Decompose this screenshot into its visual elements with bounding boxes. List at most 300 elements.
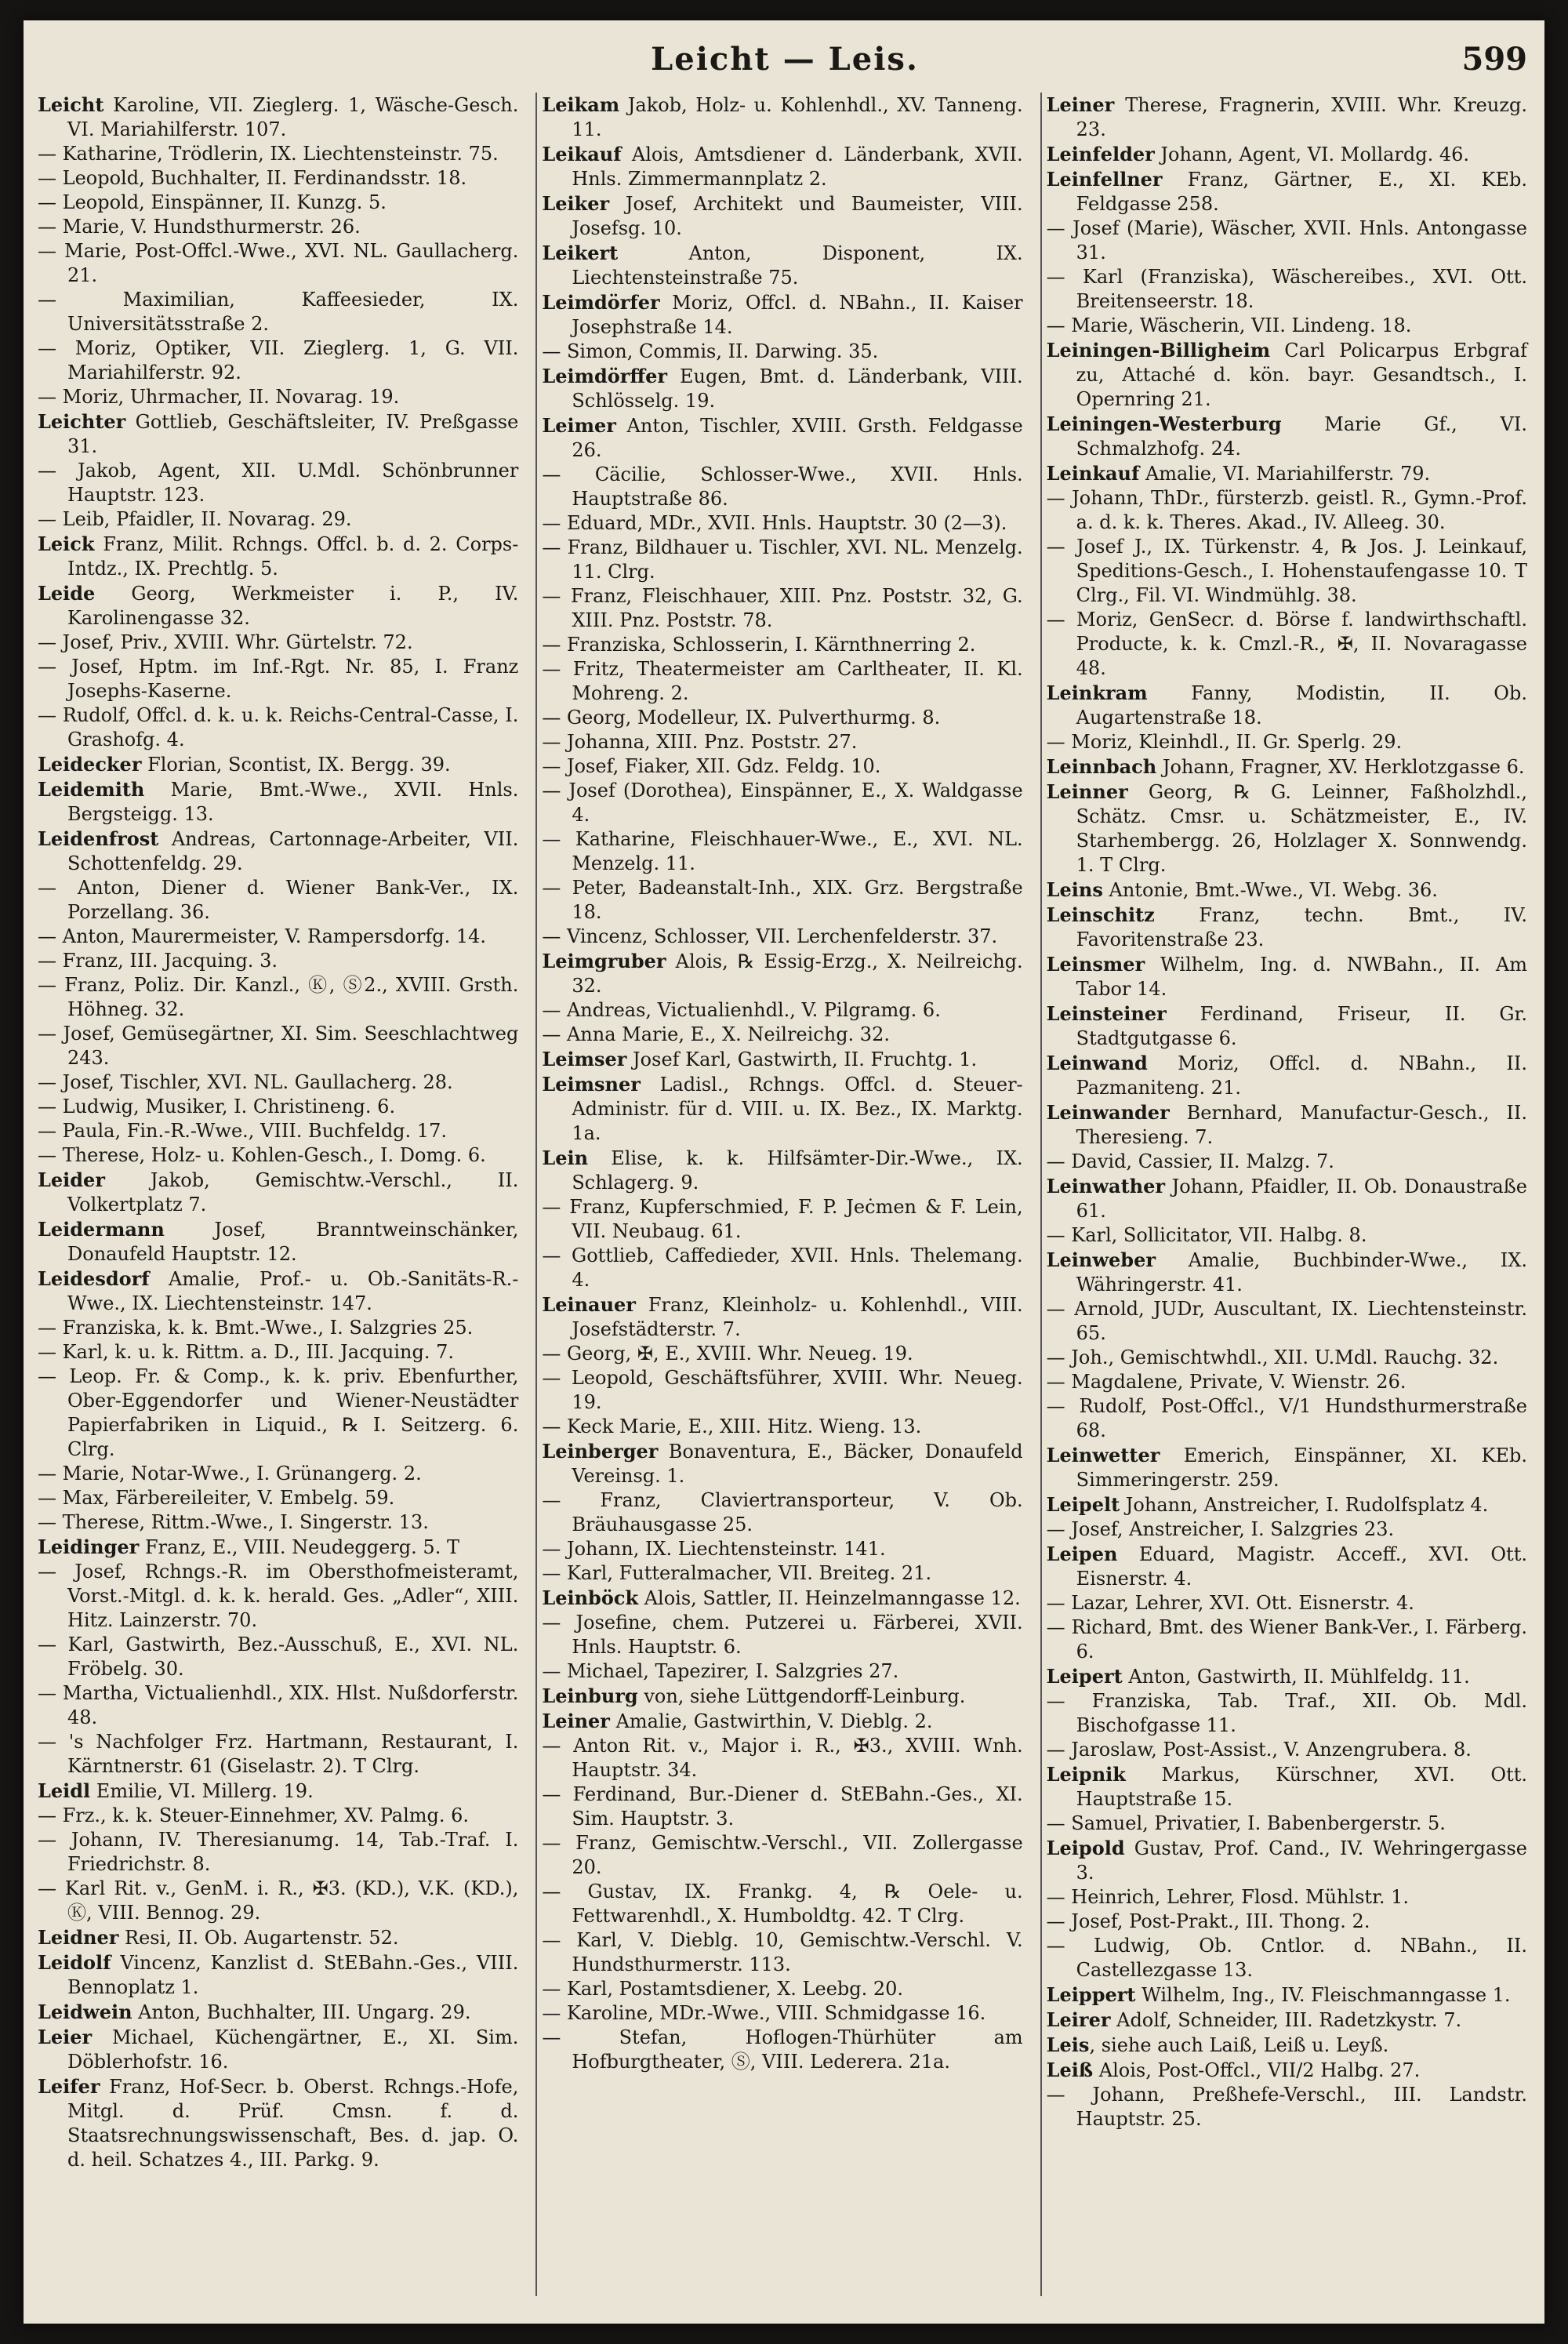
- entry-text: — Marie, Notar-Wwe., I. Grünangerg. 2.: [38, 1463, 422, 1485]
- entry-text: Georg, ℞ G. Leinner, Faßholzhdl., Schätz. Cmsr. u. Schätzmeister, E., IV. Starhembergg. 26, Holzlager X. Sonnwendg. 1. T Clrg.: [1076, 781, 1527, 876]
- entry-surname: Leiningen-Billigheim: [1046, 339, 1271, 362]
- entry-text: Alois, Sattler, II. Heinzelmanngasse 12.: [638, 1587, 1021, 1609]
- directory-entry: [1047, 1174, 1527, 1223]
- entry-text: — Therese, Holz- u. Kohlen-Gesch., I. Domg. 6.: [38, 1144, 486, 1166]
- directory-entry: [1047, 412, 1527, 461]
- entry-text: — Lazar, Lehrer, XVI. Ott. Eisnerstr. 4.: [1046, 1592, 1414, 1614]
- entry-text: Moriz, Offcl. d. NBahn., II. Pazmaniteng. 21.: [1076, 1052, 1527, 1099]
- entry-text: — Moriz, Uhrmacher, II. Novarag. 19.: [38, 386, 400, 408]
- entry-text: — Karl Rit. v., GenM. i. R., ✠3. (KD.), V.K. (KD.), Ⓚ, VIII. Bennog. 29.: [38, 1877, 519, 1924]
- entry-text: — Vincenz, Schlosser, VII. Lerchenfelderstr. 37.: [542, 925, 998, 947]
- entry-text: — Maximilian, Kaffeesieder, IX. Universitätsstraße 2.: [38, 289, 519, 335]
- entry-text: — Franz, Claviertransporteur, V. Ob. Bräuhausgasse 25.: [542, 1489, 1023, 1535]
- directory-entry: [38, 1828, 518, 1877]
- directory-entry: [542, 511, 1022, 536]
- entry-text: — Anton, Diener d. Wiener Bank-Ver., IX. Porzellang. 36.: [38, 877, 519, 923]
- entry-surname: Leick: [38, 532, 95, 555]
- directory-entry: [38, 973, 518, 1022]
- directory-entry: [542, 1659, 1022, 1684]
- entry-surname: Leiningen-Westerburg: [1046, 412, 1282, 435]
- entry-text: — Samuel, Privatier, I. Babenbergerstr. 5.: [1046, 1812, 1446, 1834]
- entry-text: Gottlieb, Geschäftsleiter, IV. Preßgasse 31.: [67, 411, 519, 457]
- entry-text: Florian, Scontist, IX. Bergg. 39.: [141, 754, 451, 776]
- entry-text: — Max, Färbereileiter, V. Embelg. 59.: [38, 1487, 395, 1509]
- entry-text: Vincenz, Kanzlist d. StEBahn.-Ges., VIII. Bennoplatz 1.: [67, 1952, 519, 1998]
- directory-entry: [38, 191, 518, 215]
- entry-surname: Leidecker: [38, 753, 142, 776]
- directory-entry: [542, 827, 1022, 876]
- entry-text: Johann, Anstreicher, I. Rudolfsplatz 4.: [1120, 1494, 1489, 1516]
- directory-entry: [1047, 93, 1527, 142]
- directory-entry: [1047, 1615, 1527, 1664]
- entry-surname: Leidner: [38, 1926, 119, 1949]
- directory-entry: [38, 2000, 518, 2025]
- column-1: [38, 93, 523, 2296]
- entry-text: Franz, Hof-Secr. b. Oberst. Rchngs.-Hofe, Mitgl. d. Prüf. Cmsn. f. d. Staatsrechnungswissenschaft, Bes. d. jap. O. d. heil. Schatzes 4., III. Parkg. 9.: [67, 2076, 519, 2171]
- directory-entry: [1047, 338, 1527, 412]
- directory-entry: [542, 1880, 1022, 1928]
- entry-text: Josef, Branntweinschänker, Donaufeld Hauptstr. 12.: [67, 1219, 519, 1265]
- directory-entry: [1047, 1370, 1527, 1394]
- directory-entry: [38, 581, 518, 631]
- column-3: [1040, 93, 1532, 2296]
- entry-text: Emerich, Einspänner, XI. KEb. Simmeringerstr. 259.: [1076, 1445, 1527, 1491]
- directory-entry: [38, 459, 518, 507]
- entry-surname: Leinwather: [1046, 1175, 1166, 1197]
- directory-entry: [1047, 1934, 1527, 1982]
- entry-text: Eduard, Magistr. Acceff., XVI. Ott. Eisnerstr. 4.: [1076, 1543, 1527, 1590]
- entry-surname: Leider: [38, 1168, 105, 1191]
- entry-surname: Leikam: [542, 93, 620, 116]
- directory-entry: [542, 536, 1022, 584]
- entry-text: — Franz, Bildhauer u. Tischler, XVI. NL. Menzelg. 11. Clrg.: [542, 536, 1023, 583]
- entry-surname: Leinnbach: [1046, 755, 1157, 778]
- directory-entry: [1047, 461, 1527, 486]
- entry-surname: Leirer: [1046, 2008, 1111, 2031]
- directory-entry: [38, 1779, 518, 1804]
- entry-text: Amalie, Prof.- u. Ob.-Sanitäts-R.-Wwe., IX. Liechtensteinstr. 147.: [67, 1268, 519, 1314]
- entry-text: — Richard, Bmt. des Wiener Bank-Ver., I. Färberg. 6.: [1046, 1616, 1527, 1663]
- directory-entry: [542, 191, 1022, 241]
- directory-entry: [1047, 1689, 1527, 1738]
- entry-text: — Rudolf, Offcl. d. k. u. k. Reichs-Central-Casse, I. Grashofg. 4.: [38, 704, 519, 750]
- entry-text: — Karl, Sollicitator, VII. Halbg. 8.: [1046, 1224, 1367, 1246]
- directory-entry: [542, 1734, 1022, 1783]
- directory-entry: [542, 949, 1022, 998]
- entry-text: — Franz, III. Jacquing. 3.: [38, 950, 278, 972]
- entry-text: — Josef, Tischler, XVI. NL. Gaullacherg. 28.: [38, 1071, 453, 1093]
- entry-text: — Peter, Badeanstalt-Inh., XIX. Grz. Bergstraße 18.: [542, 877, 1023, 923]
- entry-surname: Leinsmer: [1046, 953, 1145, 976]
- entry-surname: Leipert: [1046, 1665, 1123, 1688]
- directory-entry: [38, 1217, 518, 1266]
- entry-text: Amalie, VI. Mariahilferstr. 79.: [1139, 463, 1431, 485]
- entry-text: Alois, Amtsdiener d. Länderbank, XVII. Hnls. Zimmermannplatz 2.: [572, 144, 1023, 190]
- entry-surname: Leinberger: [542, 1440, 659, 1463]
- entry-text: Wilhelm, Ing., IV. Fleischmanngasse 1.: [1135, 1984, 1511, 2006]
- directory-entry: [1047, 1738, 1527, 1762]
- directory-entry: [1047, 1100, 1527, 1150]
- entry-text: — Anna Marie, E., X. Neilreichg. 32.: [542, 1023, 890, 1045]
- directory-entry: [1047, 1664, 1527, 1689]
- directory-entry: [38, 1316, 518, 1340]
- entry-text: Franz, Milit. Rchngs. Offcl. b. d. 2. Corps-Intdz., IX. Prechtlg. 5.: [67, 533, 519, 580]
- entry-text: , siehe auch Laiß, Leiß u. Leyß.: [1089, 2034, 1389, 2056]
- entry-text: Wilhelm, Ing. d. NWBahn., II. Am Tabor 14.: [1076, 954, 1527, 1000]
- directory-entry: [38, 1730, 518, 1779]
- directory-entry: [38, 1950, 518, 2000]
- entry-text: Anton, Buchhalter, III. Ungarg. 29.: [132, 2001, 471, 2023]
- directory-entry: [38, 1119, 518, 1143]
- entry-text: — Ludwig, Musiker, I. Christineng. 6.: [38, 1096, 396, 1117]
- entry-surname: Leiker: [542, 192, 610, 215]
- directory-entry: [1047, 780, 1527, 878]
- directory-entry: [38, 142, 518, 166]
- directory-entry: [1047, 730, 1527, 754]
- entry-text: — Josefine, chem. Putzerei u. Färberei, XVII. Hnls. Hauptstr. 6.: [542, 1612, 1023, 1658]
- directory-entry: [542, 2001, 1022, 2026]
- entry-surname: Leinböck: [542, 1586, 639, 1609]
- entry-text: Antonie, Bmt.-Wwe., VI. Webg. 36.: [1102, 879, 1438, 901]
- directory-entry: [542, 1439, 1022, 1488]
- directory-entry: [1047, 903, 1527, 952]
- directory-entry: [542, 1709, 1022, 1734]
- directory-entry: [38, 1877, 518, 1925]
- directory-entry: [38, 1340, 518, 1365]
- directory-entry: [1047, 1517, 1527, 1542]
- directory-entry: [38, 1168, 518, 1217]
- entry-text: Anton, Gastwirth, II. Mühlfeldg. 11.: [1122, 1666, 1470, 1688]
- entry-text: — Joh., Gemischtwhdl., XII. U.Mdl. Rauchg. 32.: [1046, 1346, 1499, 1368]
- entry-text: — Karl, Gastwirth, Bez.-Ausschuß, E., XVI. NL. Fröbelg. 30.: [38, 1634, 519, 1680]
- entry-text: Elise, k. k. Hilfsämter-Dir.-Wwe., IX. Schlagerg. 9.: [572, 1147, 1023, 1194]
- entry-text: Karoline, VII. Zieglerg. 1, Wäsche-Gesch. VI. Mariahilferstr. 107.: [67, 94, 519, 140]
- directory-entry: [542, 633, 1022, 657]
- entry-text: — Moriz, Kleinhdl., II. Gr. Sperlg. 29.: [1046, 731, 1403, 753]
- directory-entry: [1047, 608, 1527, 681]
- entry-text: Ladisl., Rchngs. Offcl. d. Steuer-Administr. für d. VIII. u. IX. Bez., IX. Marktg. 1a.: [572, 1074, 1023, 1144]
- entry-text: — Anton Rit. v., Major i. R., ✠3., XVIII. Wnh. Hauptstr. 34.: [542, 1735, 1023, 1781]
- directory-entry: [542, 706, 1022, 730]
- directory-entry: [38, 1510, 518, 1535]
- directory-entry: [1047, 1492, 1527, 1517]
- entry-text: — Josef, Post-Prakt., III. Thong. 2.: [1046, 1910, 1370, 1932]
- entry-text: Alois, ℞ Essig-Erzg., X. Neilreichg. 32.: [572, 950, 1023, 997]
- entry-text: — Martha, Victualienhdl., XIX. Hlst. Nußdorferstr. 48.: [38, 1682, 519, 1728]
- entry-text: — Franz, Poliz. Dir. Kanzl., Ⓚ, Ⓢ2., XVIII. Grsth. Höhneg. 32.: [38, 974, 519, 1020]
- entry-surname: Leimer: [542, 414, 616, 437]
- entry-text: Fanny, Modistin, II. Ob. Augartenstraße 18.: [1076, 682, 1527, 729]
- entry-text: — Ferdinand, Bur.-Diener d. StEBahn.-Ges., XI. Sim. Hauptstr. 3.: [542, 1783, 1023, 1830]
- directory-entry: [1047, 1150, 1527, 1174]
- directory-entry: [38, 2074, 518, 2172]
- entry-surname: Leidesdorf: [38, 1267, 150, 1290]
- directory-entry: [1047, 216, 1527, 265]
- columns: [38, 93, 1532, 2296]
- directory-entry: [38, 1804, 518, 1828]
- entry-text: — Karl, k. u. k. Rittm. a. D., III. Jacquing. 7.: [38, 1341, 455, 1363]
- entry-text: Franz, Kleinholz- u. Kohlenhdl., VIII. Josefstädterstr. 7.: [572, 1294, 1023, 1340]
- directory-entry: [1047, 1346, 1527, 1370]
- entry-surname: Leipold: [1046, 1837, 1125, 1859]
- entry-text: — Leopold, Einspänner, II. Kunzg. 5.: [38, 191, 387, 213]
- entry-text: Bonaventura, E., Bäcker, Donaufeld Vereinsg. 1.: [572, 1441, 1023, 1487]
- entry-text: — Eduard, MDr., XVII. Hnls. Hauptstr. 30 (2—3).: [542, 512, 1007, 534]
- directory-entry: [38, 752, 518, 777]
- directory-entry: [1047, 1591, 1527, 1615]
- entry-text: Emilie, VI. Millerg. 19.: [90, 1780, 314, 1802]
- entry-surname: Leimgruber: [542, 950, 666, 972]
- entry-surname: Leipnik: [1046, 1763, 1126, 1786]
- directory-entry: [38, 1560, 518, 1633]
- directory-entry: [542, 1783, 1022, 1831]
- entry-text: — Karl, Postamtsdiener, X. Leebg. 20.: [542, 1978, 904, 2000]
- entry-surname: Leinwetter: [1046, 1444, 1160, 1466]
- entry-text: — Moriz, Optiker, VII. Zieglerg. 1, G. VII. Mariahilferstr. 92.: [38, 337, 519, 383]
- directory-entry: [542, 413, 1022, 463]
- entry-text: Markus, Kürschner, XVI. Ott. Hauptstraße 15.: [1076, 1764, 1527, 1810]
- directory-entry: [542, 1561, 1022, 1586]
- entry-surname: Leichter: [38, 410, 126, 433]
- entry-surname: Leiner: [542, 1710, 610, 1732]
- directory-entry: [542, 584, 1022, 633]
- entry-surname: Leimser: [542, 1048, 627, 1070]
- entry-text: — Leib, Pfaidler, II. Novarag. 29.: [38, 508, 352, 530]
- entry-text: — Katharine, Trödlerin, IX. Liechtensteinstr. 75.: [38, 143, 499, 165]
- directory-entry: [38, 1022, 518, 1070]
- entry-surname: Leinkram: [1046, 681, 1148, 704]
- directory-entry: [542, 1537, 1022, 1561]
- entry-surname: Leinburg: [542, 1684, 638, 1707]
- entry-surname: Leinwander: [1046, 1101, 1170, 1124]
- directory-entry: [38, 409, 518, 459]
- directory-entry: [1047, 1762, 1527, 1812]
- directory-entry: [542, 1586, 1022, 1611]
- directory-entry: [1047, 1223, 1527, 1248]
- entry-text: — Marie, Post-Offcl.-Wwe., XVI. NL. Gaullacherg. 21.: [38, 240, 519, 286]
- directory-entry: [38, 777, 518, 827]
- directory-entry: [542, 1611, 1022, 1659]
- entry-text: Marie, Bmt.-Wwe., XVII. Hnls. Bergsteigg. 13.: [67, 779, 519, 825]
- entry-text: — Jaroslaw, Post-Assist., V. Anzengrubera. 8.: [1046, 1739, 1472, 1761]
- entry-text: — Franz, Fleischhauer, XIII. Pnz. Poststr. 32, G. XIII. Pnz. Poststr. 78.: [542, 585, 1023, 631]
- entry-text: — Johann, ThDr., fürsterzb. geistl. R., Gymn.-Prof. a. d. k. k. Theres. Akad., IV. Alleeg. 30.: [1046, 487, 1527, 533]
- directory-entry: [38, 1681, 518, 1730]
- entry-text: Bernhard, Manufactur-Gesch., II. Theresieng. 7.: [1076, 1102, 1527, 1148]
- directory-entry: [1047, 314, 1527, 338]
- directory-entry: [542, 1488, 1022, 1537]
- entry-text: — Josef J., IX. Türkenstr. 4, ℞ Jos. J. Leinkauf, Speditions-Gesch., I. Hohenstaufengasse 10. T Clrg., Fil. VI. Windmühlg. 38.: [1046, 536, 1527, 606]
- directory-entry: [38, 1070, 518, 1095]
- entry-text: Anton, Tischler, XVIII. Grsth. Feldgasse 26.: [572, 415, 1023, 461]
- directory-entry: [1047, 1248, 1527, 1297]
- entry-text: — Moriz, GenSecr. d. Börse f. landwirthschaftl. Producte, k. k. Cmzl.-R., ✠, II. Novaragasse 48.: [1046, 609, 1527, 679]
- entry-surname: Leidinger: [38, 1535, 140, 1558]
- directory-entry: [542, 1684, 1022, 1709]
- entry-surname: Leide: [38, 582, 96, 605]
- page-header: [38, 36, 1532, 93]
- directory-entry: [38, 507, 518, 532]
- entry-text: — Anton, Maurermeister, V. Rampersdorfg. 14.: [38, 925, 487, 947]
- directory-entry: [542, 1023, 1022, 1047]
- entry-surname: Leidemith: [38, 778, 145, 801]
- entry-text: — Andreas, Victualienhdl., V. Pilgramg. 6.: [542, 999, 941, 1021]
- directory-entry: [542, 779, 1022, 827]
- entry-text: Josef, Architekt und Baumeister, VIII. Josefsg. 10.: [572, 193, 1023, 239]
- directory-entry: [1047, 1001, 1527, 1051]
- directory-entry: [1047, 1885, 1527, 1910]
- entry-text: — Leopold, Geschäftsführer, XVIII. Whr. Neueg. 19.: [542, 1367, 1023, 1413]
- entry-surname: Leinauer: [542, 1293, 636, 1316]
- entry-surname: Leinfelder: [1046, 143, 1155, 165]
- directory-entry: [38, 239, 518, 288]
- entry-surname: Leinfellner: [1046, 168, 1163, 191]
- entry-text: — Josef, Hptm. im Inf.-Rgt. Nr. 85, I. Franz Josephs-Kaserne.: [38, 656, 519, 702]
- entry-surname: Leifer: [38, 2075, 100, 2098]
- directory-entry: [38, 93, 518, 142]
- entry-text: — David, Cassier, II. Malzg. 7.: [1046, 1150, 1334, 1172]
- directory-entry: [542, 340, 1022, 364]
- directory-entry: [542, 1977, 1022, 2001]
- directory-entry: [542, 142, 1022, 191]
- directory-entry: [1047, 1910, 1527, 1934]
- entry-text: — Michael, Tapezirer, I. Salzgries 27.: [542, 1660, 899, 1682]
- entry-text: — Karl, Futteralmacher, VII. Breiteg. 21.: [542, 1562, 932, 1584]
- entry-text: Franz, Gärtner, E., XI. KEb. Feldgasse 258.: [1076, 169, 1527, 215]
- entry-text: — Josef, Rchngs.-R. im Obersthofmeisteramt, Vorst.-Mitgl. d. k. k. herald. Ges. „Adler“, XIII. Hitz. Lainzerstr. 70.: [38, 1561, 519, 1631]
- directory-entry: [542, 1292, 1022, 1342]
- directory-entry: [1047, 1982, 1527, 2008]
- entry-surname: Leier: [38, 2026, 93, 2048]
- page-number: 599: [1461, 41, 1527, 78]
- directory-entry: [1047, 1542, 1527, 1591]
- directory-entry: [542, 1072, 1022, 1146]
- directory-entry: [1047, 142, 1527, 167]
- directory-entry: [542, 1244, 1022, 1292]
- entry-text: — Simon, Commis, II. Darwing. 35.: [542, 340, 879, 362]
- entry-text: — Johanna, XIII. Pnz. Poststr. 27.: [542, 731, 858, 753]
- directory-entry: [1047, 2008, 1527, 2033]
- entry-surname: Leinsteiner: [1046, 1002, 1167, 1025]
- entry-text: — Rudolf, Post-Offcl., V/1 Hundsthurmerstraße 68.: [1046, 1395, 1527, 1441]
- directory-entry: [38, 876, 518, 925]
- directory-entry: [1047, 754, 1527, 780]
- directory-entry: [38, 385, 518, 409]
- entry-surname: Leinner: [1046, 780, 1128, 803]
- directory-entry: [1047, 265, 1527, 314]
- directory-entry: [542, 241, 1022, 290]
- entry-text: — Franziska, Schlosserin, I. Kärnthnerring 2.: [542, 634, 976, 656]
- entry-text: — Marie, V. Hundsthurmerstr. 26.: [38, 216, 361, 238]
- directory-entry: [542, 463, 1022, 511]
- directory-entry: [542, 1342, 1022, 1366]
- entry-text: Adolf, Schneider, III. Radetzkystr. 7.: [1110, 2009, 1462, 2031]
- entry-text: Jakob, Holz- u. Kohlenhdl., XV. Tanneng. 11.: [572, 94, 1023, 140]
- entry-text: — Leopold, Buchhalter, II. Ferdinandsstr. 18.: [38, 167, 467, 189]
- directory-entry: [38, 827, 518, 876]
- entry-text: — Therese, Rittm.-Wwe., I. Singerstr. 13.: [38, 1511, 429, 1533]
- entry-text: Gustav, Prof. Cand., IV. Wehringergasse 3.: [1076, 1837, 1527, 1884]
- directory-entry: [542, 1415, 1022, 1439]
- directory-entry: [38, 1633, 518, 1681]
- directory-entry: [38, 655, 518, 703]
- entry-surname: Leiß: [1046, 2059, 1094, 2081]
- entry-text: — Josef (Dorothea), Einspänner, E., X. Waldgasse 4.: [542, 780, 1023, 826]
- entry-surname: Leinweber: [1046, 1248, 1156, 1271]
- entry-text: Amalie, Gastwirthin, V. Dieblg. 2.: [609, 1710, 933, 1732]
- directory-entry: [1047, 2033, 1527, 2058]
- directory-entry: [542, 1047, 1022, 1072]
- entry-text: Franz, techn. Bmt., IV. Favoritenstraße 23.: [1076, 904, 1527, 950]
- entry-surname: Leimdörfer: [542, 291, 660, 314]
- entry-text: Resi, II. Ob. Augartenstr. 52.: [118, 1927, 399, 1949]
- entry-text: — Franz, Gemischtw.-Verschl., VII. Zollergasse 20.: [542, 1832, 1023, 1878]
- entry-surname: Leis: [1046, 2033, 1090, 2056]
- entry-text: — Stefan, Hoflogen-Thürhüter am Hofburgtheater, Ⓢ, VIII. Lederera. 21a.: [542, 2026, 1023, 2073]
- entry-text: — Josef, Priv., XVIII. Whr. Gürtelstr. 72.: [38, 631, 413, 653]
- directory-entry: [38, 631, 518, 655]
- directory-entry: [542, 657, 1022, 706]
- directory-entry: [38, 1143, 518, 1168]
- directory-entry: [542, 1366, 1022, 1415]
- entry-text: — Georg, Modelleur, IX. Pulverthurmg. 8.: [542, 707, 941, 729]
- directory-entry: [1047, 1812, 1527, 1836]
- entry-text: — Gottlieb, Caffedieder, XVII. Hnls. Thelemang. 4.: [542, 1245, 1023, 1291]
- entry-text: Josef Karl, Gastwirth, II. Fruchtg. 1.: [626, 1048, 978, 1070]
- entry-text: — Heinrich, Lehrer, Flosd. Mühlstr. 1.: [1046, 1886, 1410, 1908]
- directory-entry: [38, 336, 518, 385]
- directory-page: [24, 20, 1544, 2324]
- entry-text: — Frz., k. k. Steuer-Einnehmer, XV. Palmg. 6.: [38, 1804, 470, 1826]
- directory-entry: [542, 730, 1022, 754]
- entry-text: Michael, Küchengärtner, E., XI. Sim. Döblerhofstr. 16.: [67, 2026, 519, 2073]
- entry-surname: Leicht: [38, 93, 104, 116]
- entry-surname: Leiner: [1046, 93, 1115, 116]
- entry-text: — Arnold, JUDr, Auscultant, IX. Liechtensteinstr. 65.: [1046, 1298, 1527, 1344]
- entry-text: Jakob, Gemischtw.-Verschl., II. Volkertplatz 7.: [67, 1169, 519, 1216]
- entry-text: Johann, Agent, VI. Mollardg. 46.: [1154, 144, 1470, 165]
- entry-text: — Magdalene, Private, V. Wienstr. 26.: [1046, 1371, 1406, 1393]
- entry-text: — Gustav, IX. Frankg. 4, ℞ Oele- u. Fettwarenhdl., X. Humboldtg. 42. T Clrg.: [542, 1881, 1023, 1927]
- entry-text: — Katharine, Fleischhauer-Wwe., E., XVI. NL. Menzelg. 11.: [542, 828, 1023, 874]
- directory-entry: [542, 925, 1022, 949]
- entry-surname: Leidl: [38, 1779, 91, 1802]
- directory-entry: [38, 949, 518, 973]
- entry-surname: Leidenfrost: [38, 827, 159, 850]
- entry-text: — Fritz, Theatermeister am Carltheater, II. Kl. Mohreng. 2.: [542, 658, 1023, 704]
- entry-text: — Paula, Fin.-R.-Wwe., VIII. Buchfeldg. 17.: [38, 1120, 447, 1142]
- directory-entry: [1047, 952, 1527, 1001]
- entry-surname: Leidolf: [38, 1951, 111, 1974]
- directory-entry: [542, 1831, 1022, 1880]
- directory-entry: [1047, 878, 1527, 903]
- directory-entry: [38, 1266, 518, 1316]
- directory-entry: [542, 2026, 1022, 2074]
- directory-entry: [1047, 1051, 1527, 1100]
- directory-entry: [542, 290, 1022, 340]
- entry-text: — Georg, ✠, E., XVIII. Whr. Neueg. 19.: [542, 1343, 913, 1365]
- entry-text: — Franziska, Tab. Traf., XII. Ob. Mdl. Bischofgasse 11.: [1046, 1690, 1527, 1736]
- entry-text: Carl Policarpus Erbgraf zu, Attaché d. kön. bayr. Gesandtsch., I. Opernring 21.: [1076, 340, 1527, 410]
- directory-entry: [38, 1486, 518, 1510]
- entry-text: Eugen, Bmt. d. Länderbank, VIII. Schlösselg. 19.: [572, 365, 1023, 412]
- entry-text: Franz, E., VIII. Neudeggerg. 5. T: [139, 1536, 459, 1558]
- directory-entry: [38, 1535, 518, 1560]
- entry-surname: Leinschitz: [1046, 903, 1155, 926]
- directory-entry: [1047, 2058, 1527, 2083]
- directory-entry: [542, 876, 1022, 925]
- entry-surname: Lein: [542, 1147, 589, 1169]
